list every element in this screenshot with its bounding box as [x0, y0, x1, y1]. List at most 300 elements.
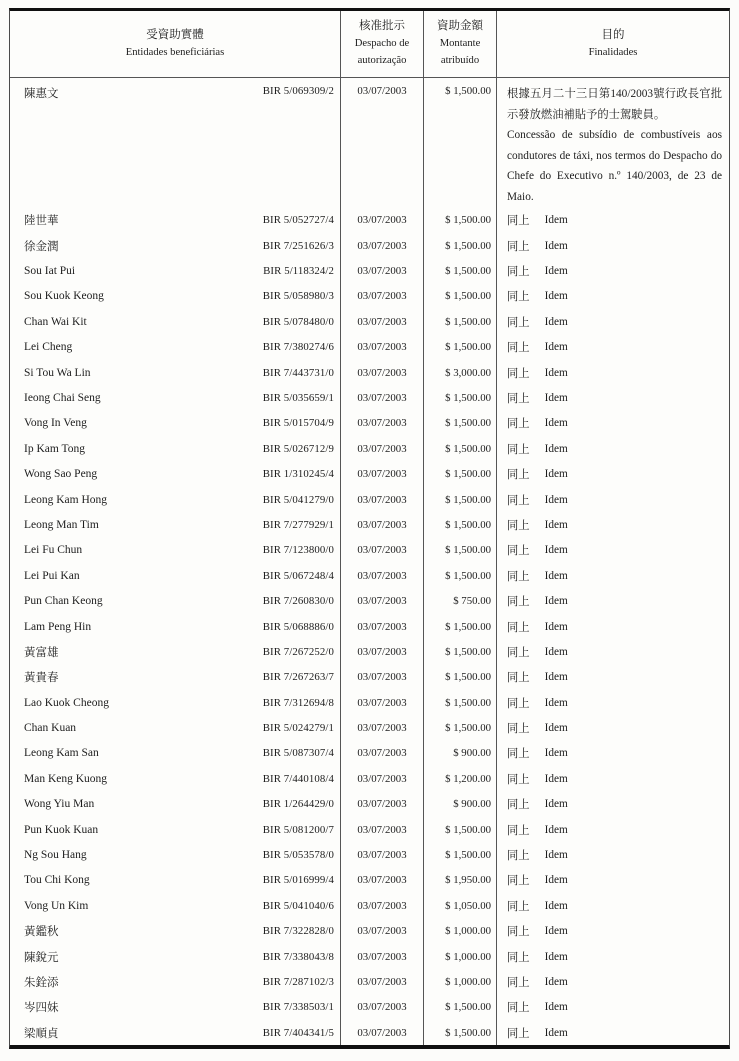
- purpose-idem-pt: Idem: [544, 772, 568, 785]
- beneficiary-name: Lam Peng Hin: [24, 620, 92, 633]
- beneficiary-name: Wong Yiu Man: [24, 798, 95, 811]
- beneficiary-name: Lei Pui Kan: [24, 569, 80, 582]
- table-row: [10, 335, 729, 360]
- amount-value: $ 1,500.00: [424, 639, 497, 664]
- purpose-idem-zh: 同上: [507, 773, 530, 786]
- beneficiary-cell: [10, 1020, 341, 1045]
- beneficiary-id: BIR 5/041040/6: [262, 899, 334, 912]
- table-row: [10, 639, 729, 664]
- table-row: [10, 817, 729, 842]
- purpose-cell: [497, 995, 729, 1020]
- beneficiary-cell: [10, 78, 341, 208]
- table-row: [10, 487, 729, 512]
- beneficiary-id: BIR 7/267263/7: [262, 671, 334, 684]
- table-row: [10, 385, 729, 410]
- purpose-idem-zh: 同上: [507, 824, 530, 837]
- purpose-cell: [497, 78, 729, 208]
- authorization-date: 03/07/2003: [341, 258, 424, 283]
- purpose-idem-pt: Idem: [544, 975, 568, 988]
- purpose-idem-zh: 同上: [507, 748, 530, 761]
- beneficiary-cell: [10, 208, 341, 233]
- beneficiary-cell: [10, 639, 341, 664]
- beneficiary-id: BIR 5/035659/1: [262, 391, 334, 404]
- amount-value: $ 1,050.00: [424, 893, 497, 918]
- table-row: [10, 563, 729, 588]
- amount-value: $ 1,500.00: [424, 614, 497, 639]
- authorization-date: 03/07/2003: [341, 919, 424, 944]
- purpose-cell: [497, 588, 729, 613]
- table-row: [10, 969, 729, 994]
- purpose-idem-zh: 同上: [507, 545, 530, 558]
- beneficiary-name: 陳銳元: [24, 951, 59, 964]
- purpose-idem-zh: 同上: [507, 697, 530, 710]
- purpose-idem-pt: Idem: [544, 671, 568, 684]
- beneficiary-cell: [10, 969, 341, 994]
- beneficiary-name: Ieong Chai Seng: [24, 391, 101, 404]
- beneficiary-cell: [10, 512, 341, 537]
- table-row: [10, 614, 729, 639]
- purpose-idem-zh: 同上: [507, 1027, 530, 1040]
- authorization-date: 03/07/2003: [341, 969, 424, 994]
- purpose-idem-zh: 同上: [507, 596, 530, 609]
- purpose-idem-zh: 同上: [507, 240, 530, 253]
- amount-value: $ 1,500.00: [424, 309, 497, 334]
- amount-value: $ 1,500.00: [424, 208, 497, 233]
- authorization-date: 03/07/2003: [341, 995, 424, 1020]
- purpose-cell: [497, 766, 729, 791]
- amount-value: $ 1,500.00: [424, 995, 497, 1020]
- authorization-date: 03/07/2003: [341, 208, 424, 233]
- header-entity-pt: Entidades beneficiárias: [125, 46, 225, 58]
- purpose-cell: [497, 817, 729, 842]
- amount-value: $ 1,000.00: [424, 969, 497, 994]
- beneficiary-name: 徐金潤: [24, 240, 59, 253]
- beneficiary-id: BIR 5/081200/7: [262, 823, 334, 836]
- header-despacho-zh: 核准批示: [359, 20, 405, 33]
- purpose-cell: [497, 741, 729, 766]
- beneficiary-name: Chan Kuan: [24, 722, 77, 735]
- purpose-idem-pt: Idem: [544, 442, 568, 455]
- table-header: [10, 11, 729, 78]
- purpose-idem-zh: 同上: [507, 850, 530, 863]
- beneficiary-id: BIR 5/068886/0: [262, 620, 334, 633]
- header-finalidades: [497, 11, 729, 77]
- purpose-cell: [497, 436, 729, 461]
- beneficiary-id: BIR 5/067248/4: [262, 569, 334, 582]
- amount-value: $ 1,000.00: [424, 944, 497, 969]
- table-row: [10, 588, 729, 613]
- table-row: [10, 715, 729, 740]
- table-row: [10, 233, 729, 258]
- purpose-idem-zh: 同上: [507, 418, 530, 431]
- beneficiary-name: Chan Wai Kit: [24, 315, 87, 328]
- header-montante-pt2: atribuído: [440, 54, 480, 66]
- amount-value: $ 1,000.00: [424, 919, 497, 944]
- beneficiary-cell: [10, 335, 341, 360]
- authorization-date: 03/07/2003: [341, 792, 424, 817]
- table-row: [10, 512, 729, 537]
- purpose-text-zh: 根據五月二十三日第140/2003號行政長官批示發放燃油補貼予的士駕駛員。: [507, 88, 722, 121]
- amount-value: $ 1,200.00: [424, 766, 497, 791]
- purpose-idem-zh: 同上: [507, 443, 530, 456]
- purpose-idem-pt: Idem: [544, 1026, 568, 1039]
- beneficiary-cell: [10, 995, 341, 1020]
- beneficiary-cell: [10, 563, 341, 588]
- purpose-cell: [497, 639, 729, 664]
- purpose-idem-zh: 同上: [507, 723, 530, 736]
- purpose-idem-pt: Idem: [544, 493, 568, 506]
- beneficiary-cell: [10, 258, 341, 283]
- purpose-idem-zh: 同上: [507, 951, 530, 964]
- authorization-date: 03/07/2003: [341, 868, 424, 893]
- purpose-idem-zh: 同上: [507, 266, 530, 279]
- table-row: [10, 893, 729, 918]
- purpose-cell: [497, 512, 729, 537]
- purpose-cell: [497, 208, 729, 233]
- beneficiary-name: 黃貴春: [24, 672, 59, 685]
- header-finalidades-zh: 目的: [601, 28, 625, 41]
- purpose-cell: [497, 690, 729, 715]
- purpose-idem-zh: 同上: [507, 316, 530, 329]
- purpose-idem-pt: Idem: [544, 214, 568, 227]
- amount-value: $ 1,500.00: [424, 436, 497, 461]
- amount-value: $ 1,500.00: [424, 1020, 497, 1045]
- purpose-idem-zh: 同上: [507, 570, 530, 583]
- beneficiary-name: Pun Kuok Kuan: [24, 823, 99, 836]
- purpose-cell: [497, 715, 729, 740]
- beneficiary-cell: [10, 360, 341, 385]
- table-row: [10, 1020, 729, 1045]
- authorization-date: 03/07/2003: [341, 538, 424, 563]
- authorization-date: 03/07/2003: [341, 639, 424, 664]
- authorization-date: 03/07/2003: [341, 842, 424, 867]
- beneficiary-id: BIR 7/443731/0: [262, 366, 334, 379]
- table-row: [10, 944, 729, 969]
- purpose-idem-pt: Idem: [544, 747, 568, 760]
- authorization-date: 03/07/2003: [341, 1020, 424, 1045]
- purpose-idem-zh: 同上: [507, 392, 530, 405]
- table-row: [10, 792, 729, 817]
- header-entity-zh: 受資助實體: [146, 28, 204, 41]
- beneficiary-id: BIR 5/078480/0: [262, 315, 334, 328]
- purpose-idem-zh: 同上: [507, 646, 530, 659]
- purpose-idem-pt: Idem: [544, 366, 568, 379]
- purpose-idem-pt: Idem: [544, 417, 568, 430]
- amount-value: $ 3,000.00: [424, 360, 497, 385]
- beneficiary-name: Ip Kam Tong: [24, 442, 85, 455]
- purpose-cell: [497, 411, 729, 436]
- authorization-date: 03/07/2003: [341, 944, 424, 969]
- table-body: [10, 208, 729, 1046]
- beneficiary-id: BIR 1/264429/0: [262, 798, 334, 811]
- purpose-idem-pt: Idem: [544, 518, 568, 531]
- amount-value: $ 1,500.00: [424, 335, 497, 360]
- purpose-idem-zh: 同上: [507, 342, 530, 355]
- purpose-idem-pt: Idem: [544, 544, 568, 557]
- purpose-cell: [497, 563, 729, 588]
- beneficiary-cell: [10, 741, 341, 766]
- beneficiary-name: Si Tou Wa Lin: [24, 366, 91, 379]
- amount-value: $ 1,500.00: [424, 461, 497, 486]
- beneficiary-id: BIR 5/053578/0: [262, 849, 334, 862]
- beneficiary-name: Leong Kam Hong: [24, 493, 108, 506]
- purpose-idem-pt: Idem: [544, 315, 568, 328]
- beneficiary-id: BIR 7/338043/8: [262, 950, 334, 963]
- beneficiary-name: Sou Kuok Keong: [24, 290, 104, 303]
- beneficiary-id: BIR 5/087307/4: [262, 747, 334, 760]
- purpose-idem-zh: 同上: [507, 215, 530, 228]
- amount-value: $ 1,500.00: [424, 690, 497, 715]
- beneficiary-name: 陸世華: [24, 215, 59, 228]
- beneficiary-name: Sou Iat Pui: [24, 265, 76, 278]
- beneficiary-name: Leong Man Tim: [24, 518, 99, 531]
- purpose-cell: [497, 893, 729, 918]
- authorization-date: 03/07/2003: [341, 817, 424, 842]
- purpose-idem-zh: 同上: [507, 900, 530, 913]
- purpose-cell: [497, 385, 729, 410]
- beneficiary-name: Leong Kam San: [24, 747, 99, 760]
- purpose-cell: [497, 792, 729, 817]
- beneficiary-id: BIR 7/251626/3: [262, 239, 334, 252]
- beneficiary-cell: [10, 461, 341, 486]
- purpose-cell: [497, 309, 729, 334]
- purpose-idem-pt: Idem: [544, 595, 568, 608]
- authorization-date: 03/07/2003: [341, 741, 424, 766]
- authorization-date: 03/07/2003: [341, 309, 424, 334]
- purpose-idem-zh: 同上: [507, 291, 530, 304]
- beneficiary-cell: [10, 411, 341, 436]
- beneficiary-cell: [10, 690, 341, 715]
- amount-value: $ 1,500.00: [424, 411, 497, 436]
- beneficiary-cell: [10, 614, 341, 639]
- table-row: [10, 309, 729, 334]
- table-row: [10, 868, 729, 893]
- beneficiary-id: BIR 7/267252/0: [262, 645, 334, 658]
- purpose-idem-pt: Idem: [544, 290, 568, 303]
- beneficiary-id: BIR 1/310245/4: [262, 468, 334, 481]
- beneficiary-name: Man Keng Kuong: [24, 772, 108, 785]
- purpose-text-pt: Concessão de subsídio de combustíveis aos condutores de táxi, nos termos do Despacho do Chefe do Executivo n.º 140/2003, de 23 de Maio.: [507, 129, 722, 203]
- authorization-date: 03/07/2003: [341, 487, 424, 512]
- purpose-cell: [497, 538, 729, 563]
- purpose-cell: [497, 944, 729, 969]
- beneficiary-cell: [10, 817, 341, 842]
- beneficiary-name: Lao Kuok Cheong: [24, 696, 109, 709]
- amount-value: $ 1,500.00: [424, 385, 497, 410]
- beneficiary-cell: [10, 919, 341, 944]
- authorization-date: 03/07/2003: [341, 893, 424, 918]
- beneficiary-cell: [10, 284, 341, 309]
- beneficiary-cell: [10, 436, 341, 461]
- beneficiary-id: BIR 7/260830/0: [262, 595, 334, 608]
- table-row: [10, 360, 729, 385]
- table-row: [10, 284, 729, 309]
- authorization-date: 03/07/2003: [341, 284, 424, 309]
- beneficiary-cell: [10, 309, 341, 334]
- beneficiary-cell: [10, 715, 341, 740]
- beneficiary-name: Ng Sou Hang: [24, 849, 87, 862]
- purpose-cell: [497, 1020, 729, 1045]
- amount-value: $ 900.00: [424, 741, 497, 766]
- purpose-idem-zh: 同上: [507, 1002, 530, 1015]
- beneficiary-id: BIR 7/380274/6: [262, 341, 334, 354]
- beneficiary-id: BIR 5/041279/0: [262, 493, 334, 506]
- table-row: [10, 741, 729, 766]
- authorization-date: 03/07/2003: [341, 385, 424, 410]
- beneficiary-cell: [10, 868, 341, 893]
- header-entity: [10, 11, 341, 77]
- beneficiary-id: BIR 7/322828/0: [262, 925, 334, 938]
- beneficiary-id: BIR 5/118324/2: [263, 265, 334, 278]
- beneficiary-cell: [10, 538, 341, 563]
- beneficiary-id: BIR 5/016999/4: [262, 874, 334, 887]
- amount-value: $ 1,950.00: [424, 868, 497, 893]
- authorization-date: 03/07/2003: [341, 766, 424, 791]
- header-despacho: [341, 11, 424, 77]
- authorization-date: 03/07/2003: [341, 78, 424, 208]
- purpose-idem-pt: Idem: [544, 620, 568, 633]
- beneficiary-name: 黃鑑秋: [24, 926, 59, 939]
- purpose-idem-pt: Idem: [544, 899, 568, 912]
- beneficiary-cell: [10, 665, 341, 690]
- beneficiary-cell: [10, 893, 341, 918]
- purpose-idem-zh: 同上: [507, 469, 530, 482]
- purpose-idem-pt: Idem: [544, 823, 568, 836]
- beneficiary-name: Wong Sao Peng: [24, 468, 98, 481]
- table-row: [10, 995, 729, 1020]
- amount-value: $ 1,500.00: [424, 538, 497, 563]
- authorization-date: 03/07/2003: [341, 233, 424, 258]
- purpose-idem-zh: 同上: [507, 976, 530, 989]
- purpose-idem-pt: Idem: [544, 265, 568, 278]
- beneficiary-name: Tou Chi Kong: [24, 874, 90, 887]
- beneficiary-cell: [10, 944, 341, 969]
- purpose-idem-zh: 同上: [507, 926, 530, 939]
- beneficiary-id: BIR 5/024279/1: [262, 722, 334, 735]
- beneficiary-cell: [10, 385, 341, 410]
- purpose-idem-zh: 同上: [507, 367, 530, 380]
- amount-value: $ 1,500.00: [424, 665, 497, 690]
- beneficiary-name: 陳惠文: [24, 88, 59, 100]
- authorization-date: 03/07/2003: [341, 461, 424, 486]
- authorization-date: 03/07/2003: [341, 690, 424, 715]
- beneficiary-id: BIR 7/287102/3: [262, 975, 334, 988]
- beneficiary-cell: [10, 766, 341, 791]
- beneficiary-id: BIR 7/123800/0: [262, 544, 334, 557]
- header-despacho-pt2: autorização: [357, 54, 407, 66]
- purpose-idem-zh: 同上: [507, 875, 530, 888]
- purpose-cell: [497, 284, 729, 309]
- purpose-idem-pt: Idem: [544, 874, 568, 887]
- authorization-date: 03/07/2003: [341, 335, 424, 360]
- beneficiary-name: Pun Chan Keong: [24, 595, 103, 608]
- amount-value: $ 1,500.00: [424, 233, 497, 258]
- beneficiary-id: BIR 5/015704/9: [262, 417, 334, 430]
- purpose-idem-pt: Idem: [544, 696, 568, 709]
- purpose-idem-pt: Idem: [544, 925, 568, 938]
- purpose-idem-pt: Idem: [544, 391, 568, 404]
- table-row: [10, 842, 729, 867]
- purpose-idem-pt: Idem: [544, 722, 568, 735]
- authorization-date: 03/07/2003: [341, 614, 424, 639]
- purpose-cell: [497, 868, 729, 893]
- beneficiary-id: BIR 7/338503/1: [262, 1001, 334, 1014]
- subsidy-table: [9, 8, 730, 1049]
- header-montante-pt1: Montante: [439, 38, 481, 50]
- purpose-idem-pt: Idem: [544, 569, 568, 582]
- purpose-cell: [497, 842, 729, 867]
- purpose-idem-zh: 同上: [507, 519, 530, 532]
- authorization-date: 03/07/2003: [341, 411, 424, 436]
- beneficiary-id: BIR 5/069309/2: [262, 85, 334, 97]
- purpose-cell: [497, 461, 729, 486]
- beneficiary-id: BIR 5/058980/3: [262, 290, 334, 303]
- purpose-idem-zh: 同上: [507, 799, 530, 812]
- amount-value: $ 1,500.00: [424, 512, 497, 537]
- beneficiary-cell: [10, 588, 341, 613]
- table-row: [10, 258, 729, 283]
- header-finalidades-pt: Finalidades: [588, 46, 638, 58]
- beneficiary-id: BIR 5/052727/4: [262, 214, 334, 227]
- purpose-idem-pt: Idem: [544, 341, 568, 354]
- table-row-first: [10, 78, 729, 208]
- beneficiary-name: Vong In Veng: [24, 417, 87, 430]
- purpose-idem-zh: 同上: [507, 621, 530, 634]
- purpose-idem-pt: Idem: [544, 798, 568, 811]
- beneficiary-id: BIR 7/312694/8: [262, 696, 334, 709]
- amount-value: $ 1,500.00: [424, 817, 497, 842]
- header-montante-zh: 資助金額: [437, 20, 483, 33]
- purpose-idem-pt: Idem: [544, 239, 568, 252]
- amount-value: $ 1,500.00: [424, 284, 497, 309]
- beneficiary-name: 朱銓添: [24, 976, 59, 989]
- beneficiary-cell: [10, 792, 341, 817]
- table-row: [10, 411, 729, 436]
- beneficiary-cell: [10, 233, 341, 258]
- amount-value: $ 1,500.00: [424, 258, 497, 283]
- purpose-idem-pt: Idem: [544, 849, 568, 862]
- purpose-idem-pt: Idem: [544, 645, 568, 658]
- authorization-date: 03/07/2003: [341, 436, 424, 461]
- purpose-idem-pt: Idem: [544, 1001, 568, 1014]
- amount-value: $ 1,500.00: [424, 842, 497, 867]
- amount-value: $ 1,500.00: [424, 715, 497, 740]
- beneficiary-id: BIR 7/440108/4: [262, 772, 334, 785]
- authorization-date: 03/07/2003: [341, 563, 424, 588]
- table-row: [10, 919, 729, 944]
- table-row: [10, 538, 729, 563]
- table-row: [10, 665, 729, 690]
- authorization-date: 03/07/2003: [341, 588, 424, 613]
- beneficiary-name: 梁順貞: [24, 1027, 59, 1040]
- purpose-cell: [497, 665, 729, 690]
- purpose-cell: [497, 360, 729, 385]
- beneficiary-id: BIR 5/026712/9: [262, 442, 334, 455]
- purpose-cell: [497, 969, 729, 994]
- amount-value: $ 1,500.00: [424, 78, 497, 208]
- beneficiary-cell: [10, 487, 341, 512]
- table-row: [10, 461, 729, 486]
- purpose-idem-pt: Idem: [544, 950, 568, 963]
- table-row: [10, 208, 729, 233]
- amount-value: $ 1,500.00: [424, 563, 497, 588]
- beneficiary-name: Vong Un Kim: [24, 899, 89, 912]
- purpose-idem-pt: Idem: [544, 468, 568, 481]
- header-despacho-pt1: Despacho de: [354, 38, 410, 50]
- header-montante: [424, 11, 497, 77]
- beneficiary-name: 黃富雄: [24, 646, 59, 659]
- beneficiary-name: Lei Fu Chun: [24, 544, 83, 557]
